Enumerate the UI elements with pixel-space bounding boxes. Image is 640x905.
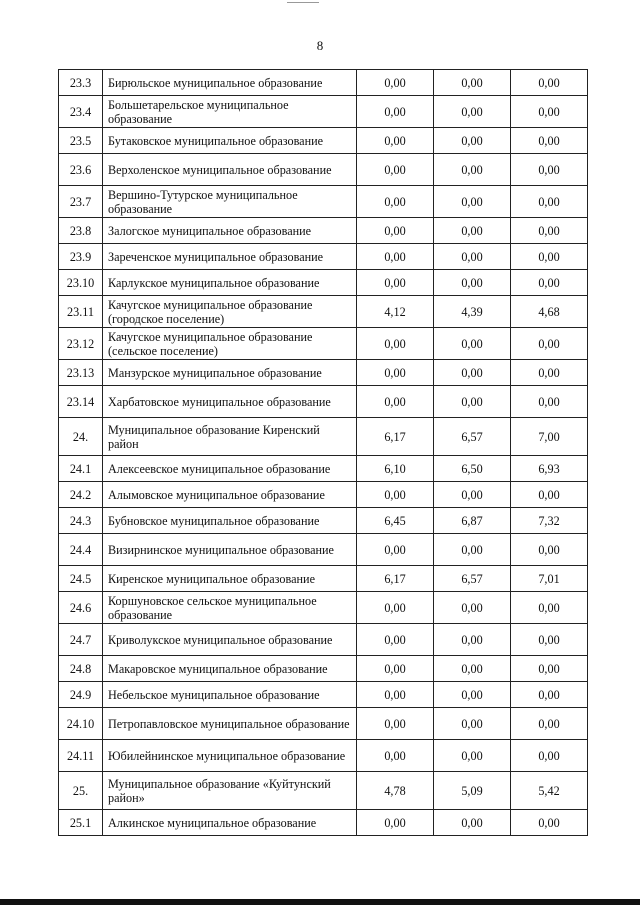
municipality-name: Небельское муниципальное образование [103, 682, 357, 708]
value-col-1: 0,00 [357, 186, 434, 218]
table-row [59, 772, 588, 810]
value-col-1: 0,00 [357, 708, 434, 740]
scan-bottom-edge [0, 899, 640, 905]
row-number: 25.1 [59, 810, 103, 836]
value-col-3: 0,00 [511, 70, 588, 96]
municipality-name: Бирюльское муниципальное образование [103, 70, 357, 96]
value-col-2: 5,09 [434, 772, 511, 810]
value-col-1: 0,00 [357, 386, 434, 418]
row-number: 23.12 [59, 328, 103, 360]
value-col-1: 0,00 [357, 154, 434, 186]
value-col-1: 0,00 [357, 534, 434, 566]
value-col-2: 6,50 [434, 456, 511, 482]
table-row [59, 360, 588, 386]
municipality-name: Карлукское муниципальное образование [103, 270, 357, 296]
municipality-name: Алкинское муниципальное образование [103, 810, 357, 836]
municipality-name: Качугское муниципальное образование (городское поселение) [103, 296, 357, 328]
value-col-2: 0,00 [434, 328, 511, 360]
municipality-name: Юбилейнинское муниципальное образование [103, 740, 357, 772]
value-col-1: 0,00 [357, 70, 434, 96]
value-col-3: 0,00 [511, 624, 588, 656]
row-number: 23.4 [59, 96, 103, 128]
municipality-name: Киренское муниципальное образование [103, 566, 357, 592]
value-col-2: 0,00 [434, 740, 511, 772]
municipality-name: Манзурское муниципальное образование [103, 360, 357, 386]
table-row [59, 270, 588, 296]
value-col-2: 0,00 [434, 154, 511, 186]
row-number: 23.7 [59, 186, 103, 218]
municipality-name: Муниципальное образование Киренский район [103, 418, 357, 456]
value-col-1: 0,00 [357, 218, 434, 244]
municipality-name: Алымовское муниципальное образование [103, 482, 357, 508]
budget-table [58, 69, 588, 836]
table-row [59, 456, 588, 482]
row-number: 23.13 [59, 360, 103, 386]
row-number: 23.10 [59, 270, 103, 296]
municipality-name: Зареченское муниципальное образование [103, 244, 357, 270]
page-number: 8 [316, 38, 324, 53]
value-col-1: 0,00 [357, 624, 434, 656]
value-col-3: 0,00 [511, 128, 588, 154]
value-col-2: 0,00 [434, 386, 511, 418]
table-row [59, 740, 588, 772]
municipality-name: Бутаковское муниципальное образование [103, 128, 357, 154]
value-col-2: 0,00 [434, 708, 511, 740]
table-row [59, 682, 588, 708]
municipality-name: Вершино-Тутурское муниципальное образование [103, 186, 357, 218]
row-number: 24.8 [59, 656, 103, 682]
row-number: 23.9 [59, 244, 103, 270]
row-number: 24.6 [59, 592, 103, 624]
row-number: 24.9 [59, 682, 103, 708]
value-col-3: 0,00 [511, 656, 588, 682]
row-number: 23.8 [59, 218, 103, 244]
value-col-2: 0,00 [434, 656, 511, 682]
municipality-name: Петропавловское муниципальное образование [103, 708, 357, 740]
table-body [59, 70, 588, 836]
table-row [59, 482, 588, 508]
row-number: 24. [59, 418, 103, 456]
value-col-3: 0,00 [511, 244, 588, 270]
value-col-3: 0,00 [511, 810, 588, 836]
municipality-name: Макаровское муниципальное образование [103, 656, 357, 682]
scan-top-mark [287, 2, 319, 3]
municipality-name: Визирнинское муниципальное образование [103, 534, 357, 566]
table-row [59, 708, 588, 740]
table-row [59, 186, 588, 218]
table-row [59, 418, 588, 456]
value-col-3: 4,68 [511, 296, 588, 328]
value-col-1: 0,00 [357, 810, 434, 836]
table-row [59, 218, 588, 244]
value-col-3: 0,00 [511, 740, 588, 772]
value-col-3: 0,00 [511, 218, 588, 244]
value-col-2: 6,57 [434, 418, 511, 456]
value-col-3: 0,00 [511, 592, 588, 624]
value-col-1: 0,00 [357, 328, 434, 360]
value-col-3: 0,00 [511, 186, 588, 218]
value-col-2: 0,00 [434, 682, 511, 708]
municipality-name: Большетарельское муниципальное образование [103, 96, 357, 128]
value-col-1: 6,17 [357, 566, 434, 592]
row-number: 23.3 [59, 70, 103, 96]
municipality-name: Бубновское муниципальное образование [103, 508, 357, 534]
municipality-name: Залогское муниципальное образование [103, 218, 357, 244]
table-row [59, 508, 588, 534]
table-row [59, 296, 588, 328]
row-number: 25. [59, 772, 103, 810]
row-number: 24.11 [59, 740, 103, 772]
table-row [59, 810, 588, 836]
value-col-3: 7,32 [511, 508, 588, 534]
value-col-1: 6,10 [357, 456, 434, 482]
value-col-3: 0,00 [511, 328, 588, 360]
value-col-1: 0,00 [357, 128, 434, 154]
value-col-3: 5,42 [511, 772, 588, 810]
table-row [59, 128, 588, 154]
value-col-2: 0,00 [434, 270, 511, 296]
value-col-3: 6,93 [511, 456, 588, 482]
value-col-3: 7,01 [511, 566, 588, 592]
municipality-name: Муниципальное образование «Куйтунский район» [103, 772, 357, 810]
row-number: 23.14 [59, 386, 103, 418]
value-col-1: 4,12 [357, 296, 434, 328]
value-col-1: 0,00 [357, 682, 434, 708]
value-col-3: 0,00 [511, 534, 588, 566]
municipality-name: Харбатовское муниципальное образование [103, 386, 357, 418]
row-number: 24.2 [59, 482, 103, 508]
value-col-1: 6,17 [357, 418, 434, 456]
value-col-2: 0,00 [434, 96, 511, 128]
row-number: 23.5 [59, 128, 103, 154]
value-col-1: 4,78 [357, 772, 434, 810]
value-col-1: 0,00 [357, 740, 434, 772]
table-row [59, 624, 588, 656]
municipality-name: Коршуновское сельское муниципальное образование [103, 592, 357, 624]
municipality-name: Криволукское муниципальное образование [103, 624, 357, 656]
row-number: 24.4 [59, 534, 103, 566]
municipality-name: Верхоленское муниципальное образование [103, 154, 357, 186]
value-col-2: 0,00 [434, 810, 511, 836]
value-col-2: 0,00 [434, 244, 511, 270]
value-col-1: 0,00 [357, 592, 434, 624]
row-number: 24.7 [59, 624, 103, 656]
table-row [59, 244, 588, 270]
row-number: 23.11 [59, 296, 103, 328]
table-row [59, 566, 588, 592]
value-col-2: 0,00 [434, 70, 511, 96]
row-number: 24.3 [59, 508, 103, 534]
value-col-2: 0,00 [434, 482, 511, 508]
value-col-2: 0,00 [434, 592, 511, 624]
value-col-3: 7,00 [511, 418, 588, 456]
value-col-1: 0,00 [357, 270, 434, 296]
row-number: 23.6 [59, 154, 103, 186]
value-col-3: 0,00 [511, 154, 588, 186]
value-col-3: 0,00 [511, 708, 588, 740]
value-col-2: 0,00 [434, 624, 511, 656]
value-col-2: 6,87 [434, 508, 511, 534]
table-row [59, 386, 588, 418]
value-col-1: 0,00 [357, 482, 434, 508]
value-col-1: 6,45 [357, 508, 434, 534]
value-col-3: 0,00 [511, 96, 588, 128]
value-col-3: 0,00 [511, 682, 588, 708]
value-col-2: 0,00 [434, 128, 511, 154]
table-row [59, 656, 588, 682]
table-row [59, 534, 588, 566]
row-number: 24.10 [59, 708, 103, 740]
value-col-3: 0,00 [511, 270, 588, 296]
value-col-2: 0,00 [434, 218, 511, 244]
value-col-2: 0,00 [434, 186, 511, 218]
value-col-3: 0,00 [511, 360, 588, 386]
table-row [59, 328, 588, 360]
table-row [59, 70, 588, 96]
value-col-2: 4,39 [434, 296, 511, 328]
value-col-2: 6,57 [434, 566, 511, 592]
value-col-1: 0,00 [357, 96, 434, 128]
table-row [59, 592, 588, 624]
value-col-2: 0,00 [434, 534, 511, 566]
value-col-1: 0,00 [357, 360, 434, 386]
row-number: 24.1 [59, 456, 103, 482]
municipality-name: Качугское муниципальное образование (сельское поселение) [103, 328, 357, 360]
table-row [59, 154, 588, 186]
value-col-2: 0,00 [434, 360, 511, 386]
municipality-name: Алексеевское муниципальное образование [103, 456, 357, 482]
table-row [59, 96, 588, 128]
row-number: 24.5 [59, 566, 103, 592]
value-col-3: 0,00 [511, 482, 588, 508]
value-col-1: 0,00 [357, 656, 434, 682]
value-col-1: 0,00 [357, 244, 434, 270]
value-col-3: 0,00 [511, 386, 588, 418]
